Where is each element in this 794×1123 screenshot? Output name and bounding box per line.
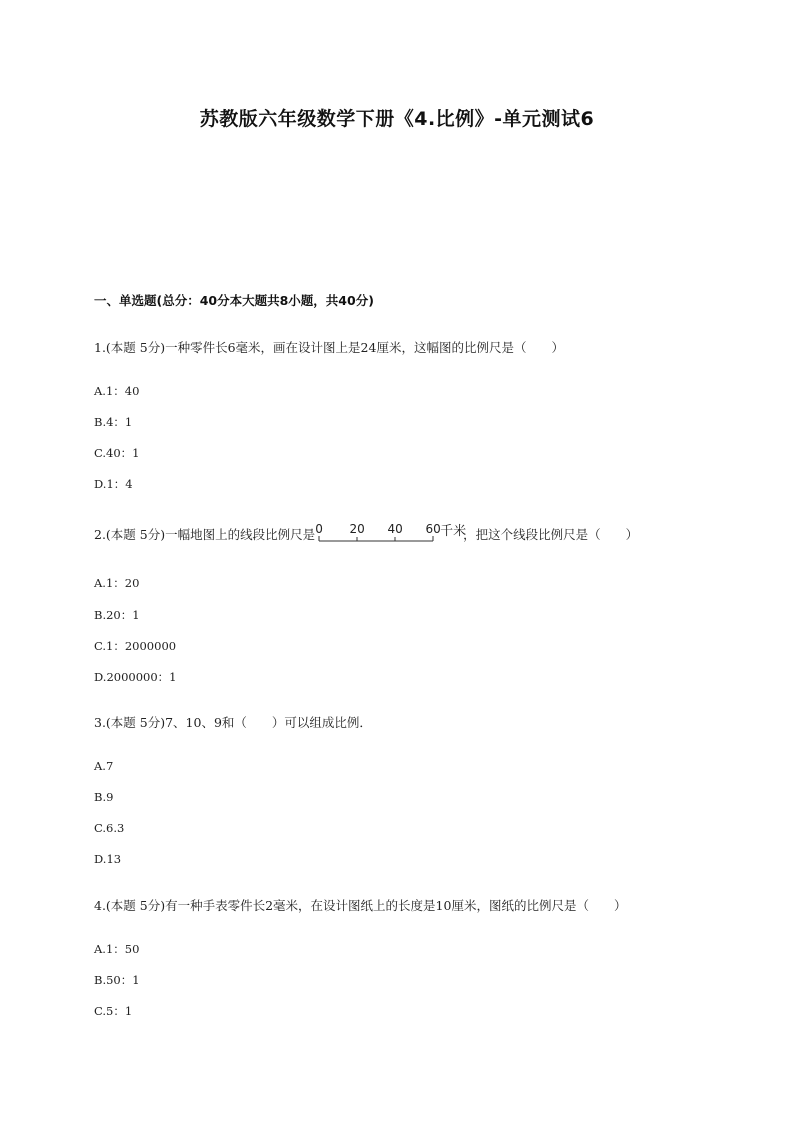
section-heading: 一、单选题(总分：40分本大题共8小题，共40分) [94, 293, 374, 308]
q1-option-c: C.40：1 [94, 446, 140, 460]
q2-option-b: B.20：1 [94, 608, 140, 622]
question-1: 1.(本题 5分)一种零件长6毫米，画在设计图上是24厘米，这幅图的比例尺是（ ） [94, 340, 564, 355]
question-4: 4.(本题 5分)有一种手表零件长2毫米，在设计图纸上的长度是10厘米，图纸的比例尺是（ ） [94, 898, 627, 913]
question-2-text-before: 2.(本题 5分)一幅地图上的线段比例尺是 [94, 527, 316, 542]
scale-label-60: 60 [425, 521, 441, 536]
question-2 [94, 521, 639, 543]
q4-option-c: C.5：1 [94, 1004, 133, 1018]
q2-option-a: A.1：20 [94, 576, 140, 590]
q2-option-c: C.1：2000000 [94, 639, 177, 653]
scale-label-20: 20 [349, 521, 365, 536]
scale-label-0: 0 [315, 521, 323, 536]
page-title: 苏教版六年级数学下册《4.比例》-单元测试6 [199, 108, 595, 130]
q3-option-a: A.7 [94, 759, 114, 773]
question-2-text-after: ，把这个线段比例尺是（ ） [463, 527, 639, 542]
q4-option-a: A.1：50 [94, 942, 140, 956]
q4-option-b: B.50：1 [94, 973, 140, 987]
scale-label-40: 40 [387, 521, 403, 536]
line-segment-scale [315, 519, 467, 549]
q1-option-a: A.1：40 [94, 384, 140, 398]
q1-option-b: B.4：1 [94, 415, 133, 429]
scale-unit-label: 千米 [440, 523, 467, 539]
q3-option-d: D.13 [94, 852, 122, 866]
question-3: 3.(本题 5分)7、10、9和（ ）可以组成比例． [94, 715, 372, 730]
q3-option-c: C.6.3 [94, 821, 125, 835]
q3-option-b: B.9 [94, 790, 114, 804]
q1-option-d: D.1：4 [94, 477, 133, 491]
q2-option-d: D.2000000：1 [94, 670, 177, 684]
